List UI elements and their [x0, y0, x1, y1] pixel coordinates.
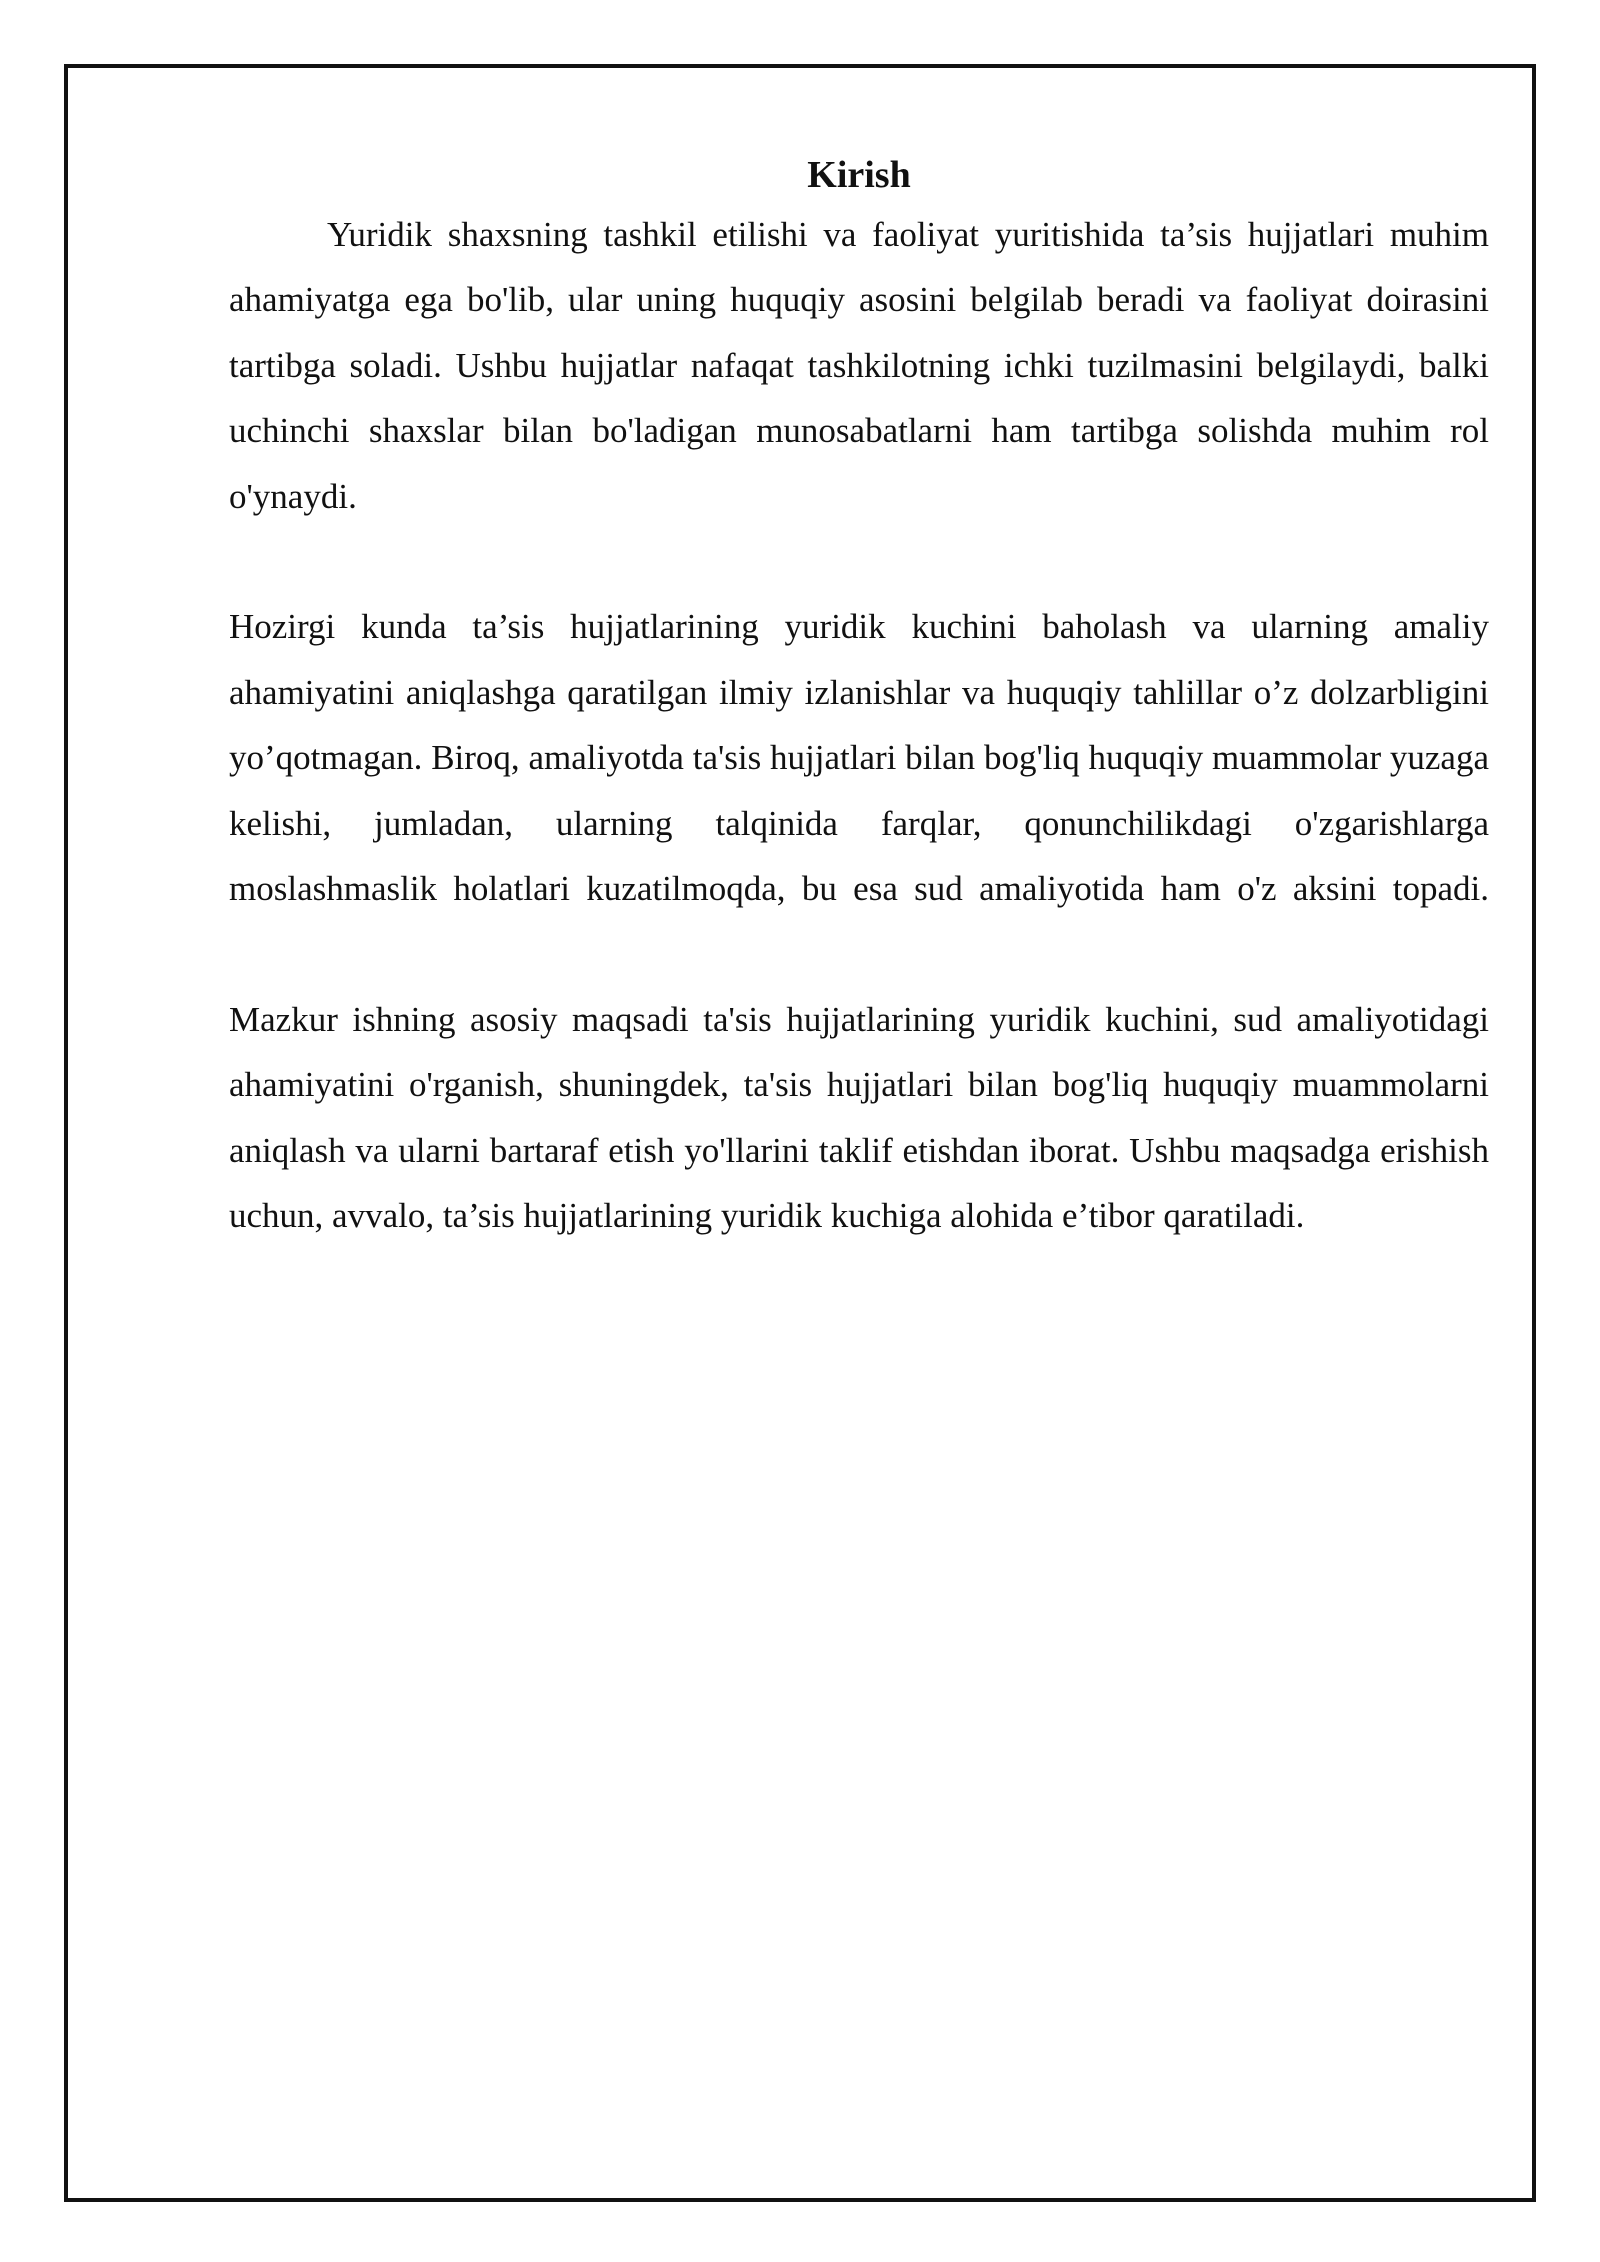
document-title: Kirish — [807, 154, 911, 196]
paragraph-gap — [229, 529, 1489, 594]
paragraph-gap — [229, 921, 1489, 986]
paragraph-1: Yuridik shaxsning tashkil etilishi va faoliyat yuritishida ta’sis hujjatlari muhim ahamiyatga ega bo'lib, ular uning huquqiy asosini belgilab beradi va faoliyat doirasini tartibga soladi. Ushbu hujjatlar nafaqat tashkilotning ichki tuzilmasini belgilaydi, balki uchinchi shaxslar bilan bo'ladigan munosabatlarni ham tartibga solishda muhim rol o'ynaydi. — [229, 215, 1489, 516]
document-body — [229, 150, 1489, 1248]
paragraph-3: Mazkur ishning asosiy maqsadi ta'sis hujjatlarining yuridik kuchini, sud amaliyotidagi ahamiyatini o'rganish, shuningdek, ta'sis hujjatlari bilan bog'liq huquqiy muammolarni aniqlash va ularni bartaraf etish yo'llarini taklif etishdan iborat. Ushbu maqsadga erishish uchun, avvalo, ta’sis hujjatlarining yuridik kuchiga alohida e’tibor qaratiladi. — [229, 999, 1489, 1236]
paragraph-2: Hozirgi kunda ta’sis hujjatlarining yuridik kuchini baholash va ularning amaliy ahamiyatini aniqlashga qaratilgan ilmiy izlanishlar va huquqiy tahlillar o’z dolzarbligini yo’qotmagan. Biroq, amaliyotda ta'sis hujjatlari bilan bog'liq huquqiy muammolar yuzaga kelishi, jumladan, ularning talqinida farqlar, qonunchilikdagi o'zgarishlarga moslashmaslik holatlari kuzatilmoqda, bu esa sud amaliyotida ham o'z aksini topadi. — [229, 607, 1489, 909]
